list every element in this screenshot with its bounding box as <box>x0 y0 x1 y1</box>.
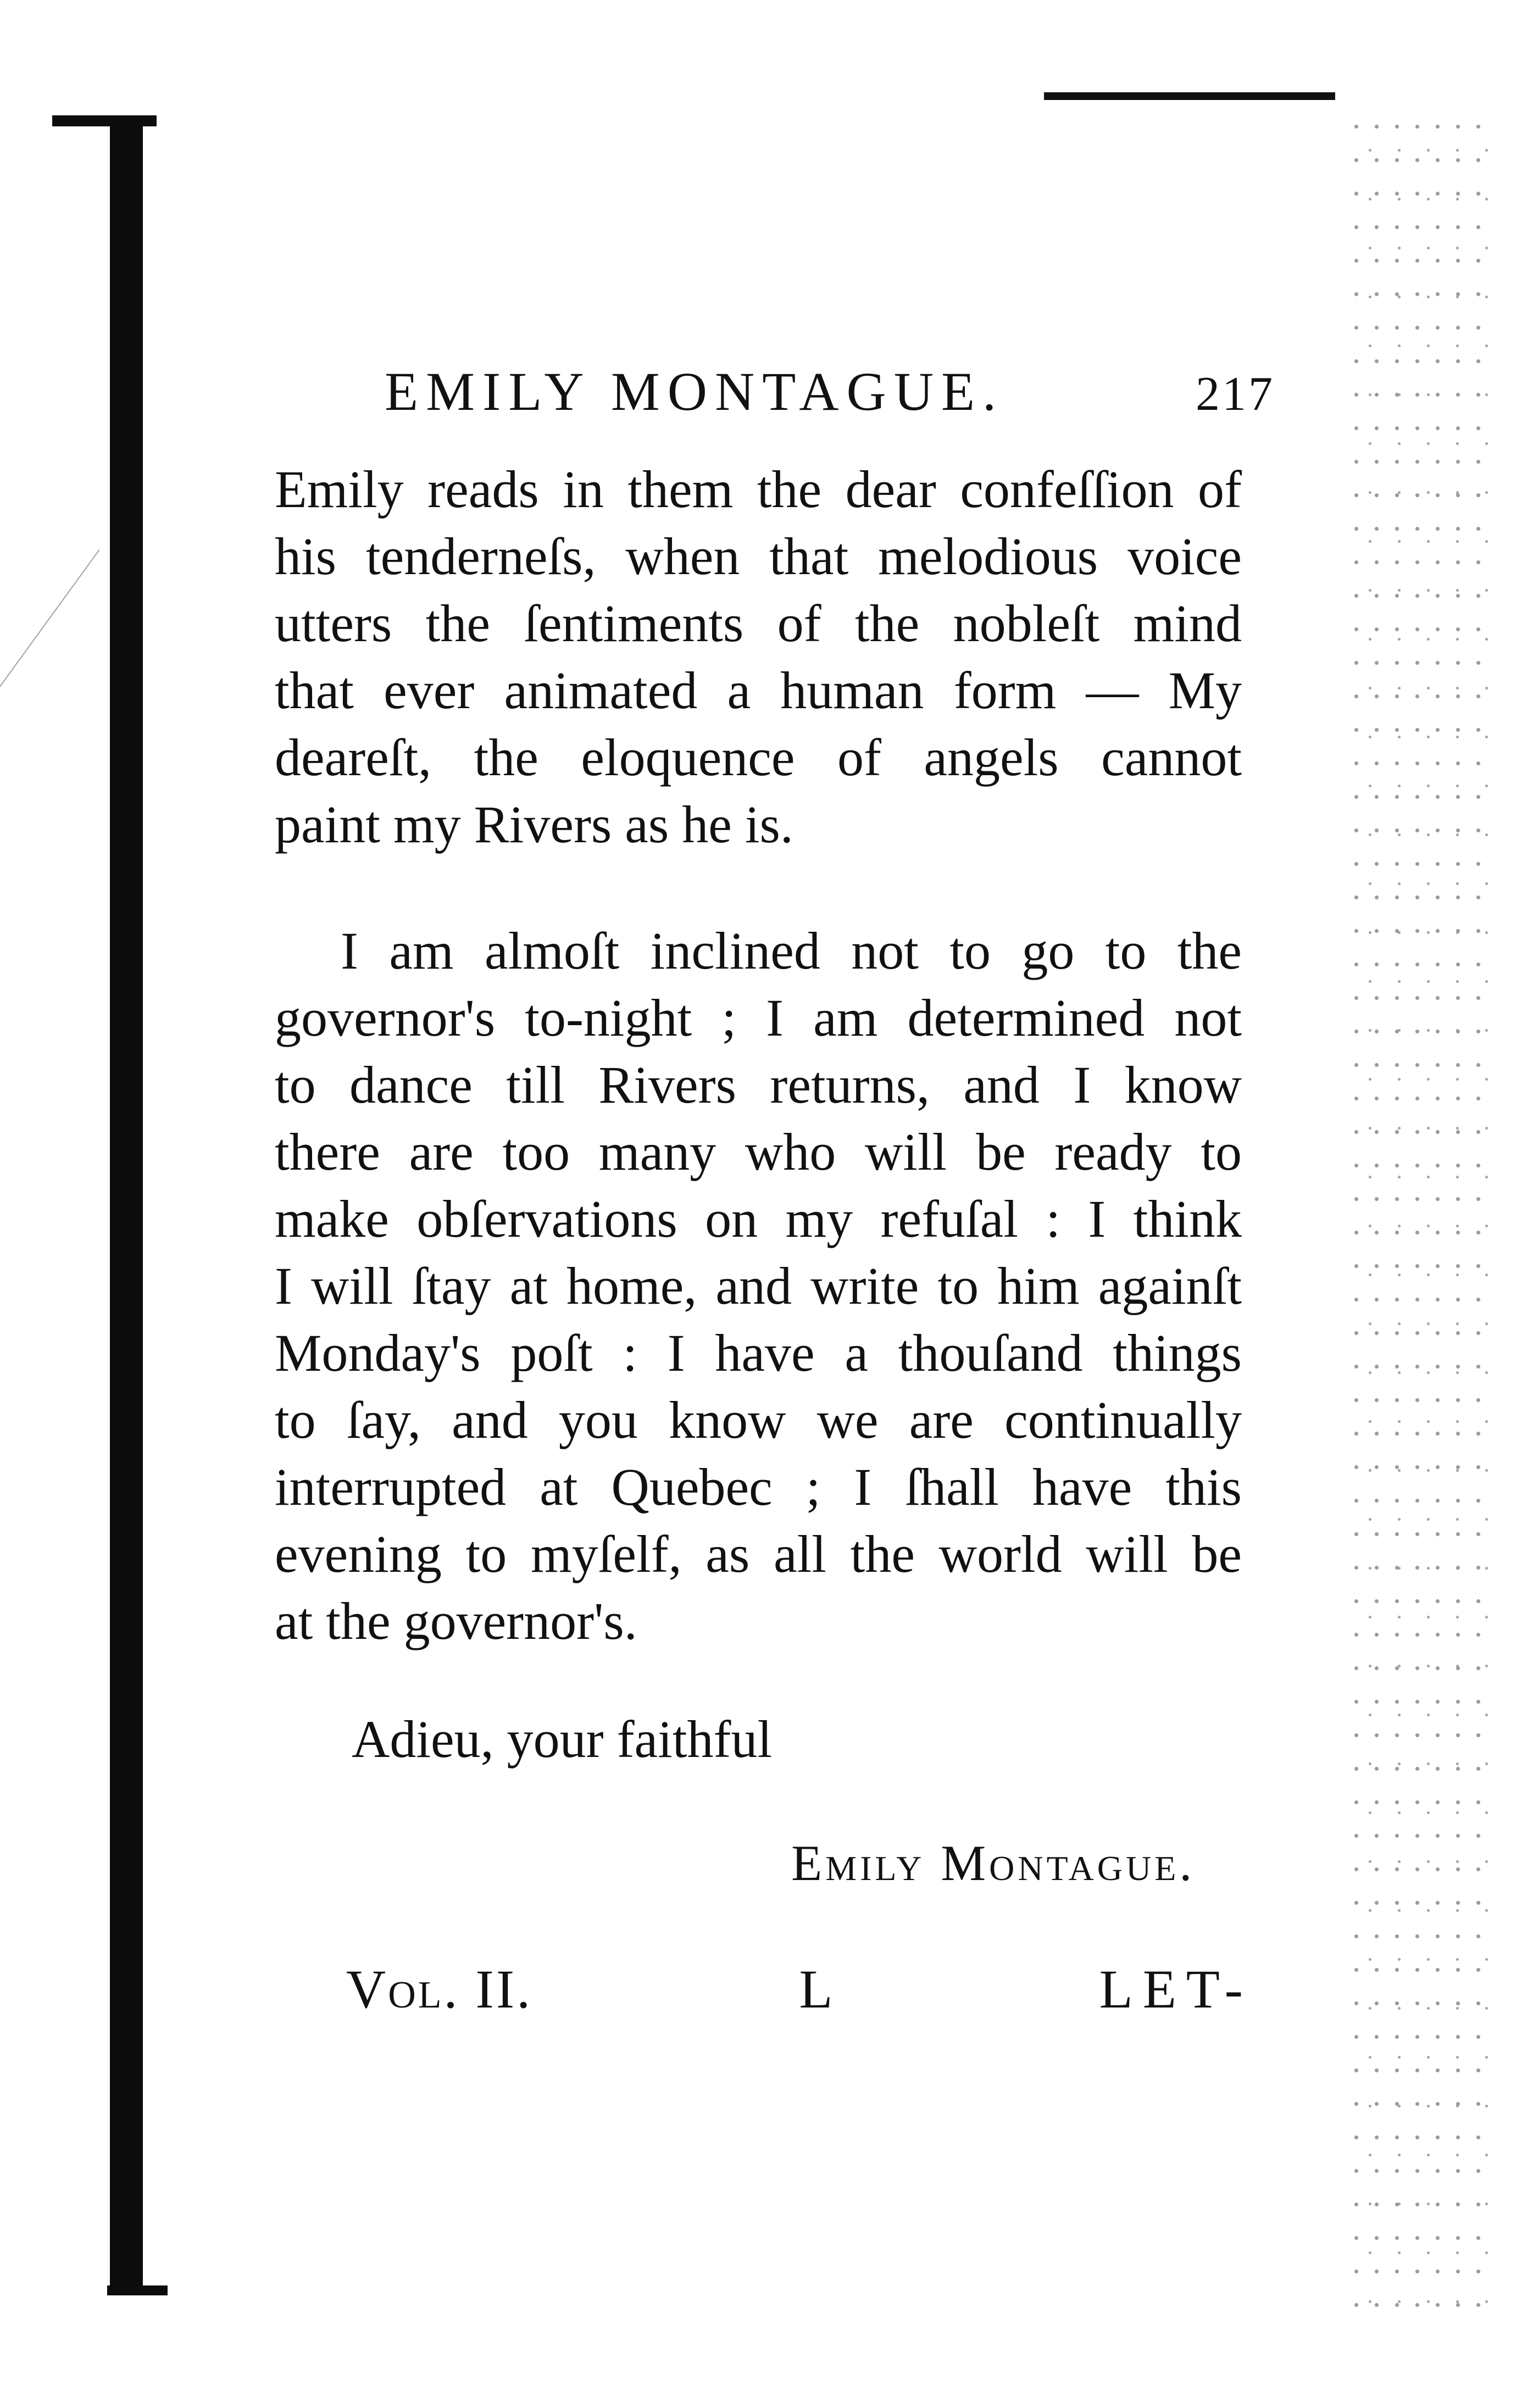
text-line: Monday's poſt : I have a thouſand things <box>275 1323 1242 1382</box>
binding-cap-bottom <box>107 2285 168 2295</box>
text-line: to ſay, and you know we are continually <box>275 1391 1242 1449</box>
text-line: Emily reads in them the dear confeſſion of <box>275 460 1242 519</box>
text-line: that ever animated a human form — My <box>275 661 1242 720</box>
paragraph-2 <box>275 917 1242 1655</box>
page-footer <box>346 1956 1253 2027</box>
volume-mark: Vol. II. <box>346 1959 533 2020</box>
running-title: EMILY MONTAGUE. <box>385 361 1004 422</box>
text-line: there are too many who will be ready to <box>275 1122 1242 1181</box>
paragraph-1 <box>275 456 1242 858</box>
letter-signature: Emily Montague. <box>791 1835 1196 1891</box>
text-line: I will ſtay at home, and write to him againſt <box>275 1256 1242 1315</box>
top-rule <box>1044 92 1335 100</box>
signature-mark: L <box>799 1959 833 2020</box>
binding-edge <box>110 118 143 2294</box>
text-line: to dance till Rivers returns, and I know <box>275 1055 1242 1114</box>
pencil-stroke <box>0 549 100 1306</box>
page-edge-bleed-through <box>1346 110 1489 2307</box>
text-line: interrupted at Quebec ; I ſhall have this <box>275 1458 1242 1516</box>
text-line: governor's to-night ; I am determined not <box>275 988 1242 1047</box>
text-line: his tenderneſs, when that melodious voice <box>275 527 1242 586</box>
text-line: I am almoſt inclined not to go to the <box>341 921 1242 980</box>
text-line: evening to myſelf, as all the world will be <box>275 1525 1242 1583</box>
catchword: LET- <box>1099 1959 1253 2020</box>
letter-closing: Adieu, your faithful <box>352 1710 773 1769</box>
running-head <box>385 360 1275 431</box>
text-line: utters the ſentiments of the nobleſt mind <box>275 594 1242 653</box>
text-line: at the governor's. <box>275 1592 637 1650</box>
text-line: make obſervations on my refuſal : I think <box>275 1189 1242 1248</box>
text-line: paint my Rivers as he is. <box>275 795 793 854</box>
text-line: deareſt, the eloquence of angels cannot <box>275 728 1242 787</box>
page-number: 217 <box>1196 368 1275 421</box>
